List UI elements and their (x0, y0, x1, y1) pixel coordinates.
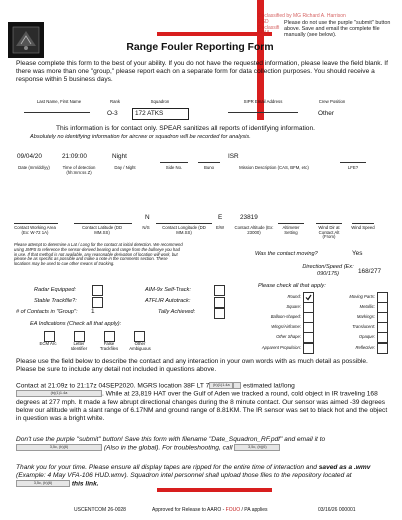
altimeter-field[interactable] (278, 216, 304, 224)
shape-square-label: Square: (286, 303, 301, 309)
longitude-field[interactable] (156, 216, 212, 224)
fouo-marking: FOUO (225, 507, 241, 513)
save-instructions-text: Don't use the purple "submit" button! Save this form with filename "Date_Squadron_RF.pdf" and email it to (16, 436, 326, 443)
wind-speed-field[interactable] (352, 216, 374, 224)
wind-dir-label: Wind Dir at Contact Alt (From) (318, 225, 340, 240)
shape-col-right (320, 292, 388, 353)
working-area-field[interactable] (14, 216, 58, 224)
ns-label: N/S (142, 225, 150, 230)
redaction-bar-bottom (157, 488, 272, 492)
redaction-stamp-1: (b)(1)1.4a (209, 382, 233, 389)
metallic-row[interactable] (320, 302, 388, 312)
metallic-label: Metallic: (359, 303, 375, 309)
shape-col-left (248, 292, 314, 353)
time-label: Time of detection (hh:mm:ss Z) (62, 165, 96, 175)
release-note-c: / PA applies (241, 507, 268, 513)
ea-indications-group (40, 331, 200, 351)
day-night-value[interactable]: Night (112, 153, 127, 160)
redaction-stamp-1b (233, 382, 241, 389)
moving-parts-label: Moving Parts: (349, 293, 375, 299)
squadron-value: 172 ATKS (135, 110, 164, 117)
shape-checklist (248, 292, 392, 358)
lfe-field[interactable] (340, 155, 366, 163)
ew-label: E/W (215, 225, 225, 230)
shape-propulsion-label: Apparent Propulsion: (261, 344, 301, 350)
form-title: Range Fouler Reporting Form (126, 42, 274, 53)
direction-speed-value[interactable]: 168/277 (358, 268, 382, 275)
side-number-field[interactable] (160, 155, 188, 163)
name-field[interactable] (24, 104, 90, 113)
thanks-text-b: saved as a .wmv (318, 464, 371, 471)
shape-propulsion-row[interactable] (248, 343, 314, 353)
latitude-label: Contact Latitude (DD MM.SS) (81, 225, 123, 235)
link-redaction-stamp: 3,5c, (b)(6) (16, 480, 70, 487)
description-body: . While at 23,819 HAT over the Gulf of Aden we tracked a round, cold object in IR traveling 168 degrees at 277 mph. It made a few abrupt directional changes during the 8 minute contact. Our sensor was aimed -39 degrees below our altitude with a slant range of 6.17NM and ground range of 8.81KM. The IR sensor was set to black hot and the object in question was a bright white. (16, 390, 388, 422)
altitude-value[interactable]: 23819 (240, 214, 258, 221)
lfe-label: LFE? (347, 165, 359, 170)
reflective-row[interactable] (320, 343, 388, 353)
name-label: Last Name, First Name (36, 99, 82, 104)
ea-ecm-arc-label: ECM Arc (39, 341, 57, 346)
thanks-text-a: Thank you for your time. Please ensure all display tapes are ripped for the entire time of interaction and (16, 464, 317, 471)
mission-value[interactable]: ISR (228, 153, 239, 160)
no-identifying-notice: Absolutely no identifying information for aircrew or squadron will be recorded for analysis. (30, 134, 251, 140)
save-instructions (16, 436, 388, 452)
ew-value[interactable]: E (218, 214, 223, 221)
rank-label: Rank (109, 99, 121, 104)
global-note: (Also in the global). For troubleshooting, call (103, 444, 233, 452)
buno-label: Buno (203, 165, 215, 170)
working-area-label: Contact Working Area (Ex: W-72 1A) (14, 225, 56, 235)
phone-redaction-stamp: 3,5c, (b)(6) (234, 444, 280, 451)
description-line1-start: Contact at 21:09z to 21:17z 04SEP2020. MGRS location 38F LT 7 (16, 382, 210, 390)
reflective-checkbox[interactable] (377, 343, 388, 354)
shape-balloon-row[interactable] (248, 312, 314, 322)
time-value[interactable]: 21:09:00 (62, 153, 87, 160)
shape-round-row[interactable] (248, 292, 314, 302)
ea-indications-label: EA Indications (Check all that apply): (30, 321, 122, 327)
squadron-label: Squadron (150, 99, 170, 104)
release-note-a: Approved for Release to AARO - (152, 507, 225, 513)
translucent-label: Translucent: (352, 324, 375, 330)
latlong-guidance: Please attempt to determine a Lat / Long for the contact at initial detection. We recommend using JMPS to reference the sensor-derived bearing and range from the bullseye you had in use. If that method is not available, any reasonable derivation of location will work, but please be as specific as possible and make a note in the comments section. These locations may be used to cue other means of tracking. (14, 242, 183, 267)
rank-value[interactable]: O-3 (107, 110, 118, 117)
moving-answer[interactable]: Yes (352, 250, 363, 257)
opaque-row[interactable] (320, 333, 388, 343)
radar-equipped-checkbox[interactable] (92, 285, 103, 296)
markings-row[interactable] (320, 312, 388, 322)
reflective-label: Reflective: (355, 344, 375, 350)
wind-dir-field[interactable] (316, 216, 342, 224)
wind-speed-label: Wind Speed (351, 225, 375, 230)
latitude-field[interactable] (74, 216, 132, 224)
intro-paragraph: Please complete this form to the best of your ability. If you do not have the requested information, please leave the field blank. If there was more than one "group," please report each on a separate form for data collection purposes. You should receive a response within 5 business days. (16, 60, 388, 84)
description-text[interactable] (16, 382, 388, 423)
radar-equipped-label: Radar Equipped: (34, 287, 76, 293)
sipr-email-label: SIPR Email Address (243, 99, 283, 104)
email-redaction-stamp: 3,5c, (b)(6) (16, 444, 102, 451)
tally-checkbox[interactable] (214, 308, 225, 319)
contacts-in-group-label: # of Contacts in "Group": (16, 309, 78, 315)
sipr-email-field[interactable] (228, 104, 298, 113)
longitude-label: Contact Longitude (DD MM.SS) (162, 225, 206, 235)
contacts-in-group-value[interactable]: 1 (91, 308, 95, 315)
checkmark-icon (305, 294, 312, 301)
repository-link[interactable]: this link. (71, 480, 99, 488)
page-stamp: 03/16/26 000001 (318, 507, 356, 513)
shape-other-label: Other Shape: (276, 334, 301, 340)
tally-label: Tally Achieved: (158, 309, 196, 315)
redaction-bar-top (157, 32, 272, 36)
shape-other-row[interactable] (248, 333, 314, 343)
altimeter-label: Altimeter Setting (282, 225, 300, 235)
thanks-text-c: (Example: 4 May VFA-106 HUD.wmv). Squadron intel personnel shall upload those files to the repository located at (16, 472, 352, 480)
describe-instructions: Please use the field below to describe the contact and any interaction in your own words with as much detail as possible. Please be sure to include any detail not included in questions above. (16, 358, 368, 374)
side-no-label: Side No. (165, 165, 183, 170)
mission-label: Mission Description (CAS, BFM, etc) (239, 165, 309, 170)
translucent-row[interactable] (320, 323, 388, 333)
buno-field[interactable] (198, 155, 220, 163)
markings-label: Markings: (356, 314, 375, 320)
ns-value[interactable]: N (145, 214, 150, 221)
thanks-paragraph (16, 464, 388, 488)
date-label: Date (mm/dd/yy) (18, 165, 50, 170)
shape-square-row[interactable] (248, 302, 314, 312)
moving-question: Was the contact moving? (255, 251, 318, 257)
shape-round-label: Round: (287, 293, 301, 299)
opaque-label: Opaque: (358, 334, 375, 340)
date-value[interactable]: 09/04/20 (17, 153, 42, 160)
shape-wings-label: Wings/Airframe: (271, 324, 301, 330)
ea-false-trackfiles-label: False Trackfiles (99, 341, 119, 351)
crew-position-value[interactable]: Other (318, 110, 334, 117)
shape-checklist-label: Please check all that apply: (258, 283, 326, 289)
ea-letter-identifier-label: Letter Identifier (70, 341, 88, 351)
stable-trackfile-label: Stable Trackfile?: (34, 298, 77, 304)
shape-propulsion-checkbox[interactable] (303, 343, 314, 354)
crew-position-label: Crew Position (318, 99, 346, 104)
shape-wings-row[interactable] (248, 323, 314, 333)
aim9x-checkbox[interactable] (214, 285, 225, 296)
release-note (152, 508, 268, 514)
aim9x-label: AIM-9x Self-Track: (145, 287, 191, 293)
shape-balloon-label: Balloon-shaped: (270, 314, 301, 320)
atflir-label: ATFLIR Autotrack: (145, 298, 191, 304)
description-line1-end: estimated lat/long (243, 382, 295, 390)
ea-other-ambiguous-label: Other Ambiguous (129, 341, 151, 351)
spear-emblem-logo (8, 22, 44, 58)
stable-trackfile-checkbox[interactable] (92, 297, 103, 308)
atflir-checkbox[interactable] (214, 297, 225, 308)
contact-only-notice: This information is for contact only. SPEAR sanitizes all reports of identifying information. (56, 125, 315, 132)
redaction-stamp-2: (b)(1)1.4a (16, 390, 102, 397)
document-id: USCENTCOM 26-0028 (74, 507, 126, 513)
moving-parts-row[interactable] (320, 292, 388, 302)
altitude-label: Contact Altitude (Ex: 23000) (234, 225, 274, 235)
submit-warning-note: Please do not use the purple "submit" button above. Save and email the complete file manually (see below). (284, 20, 391, 39)
day-night-label: Day / Night (114, 165, 136, 170)
declassification-mark: Declassified by MG Richard A. Harrison USD Declassifi FOIA (258, 13, 346, 37)
direction-speed-label: Direction/Speed (Ex: 090/175) (302, 264, 354, 277)
